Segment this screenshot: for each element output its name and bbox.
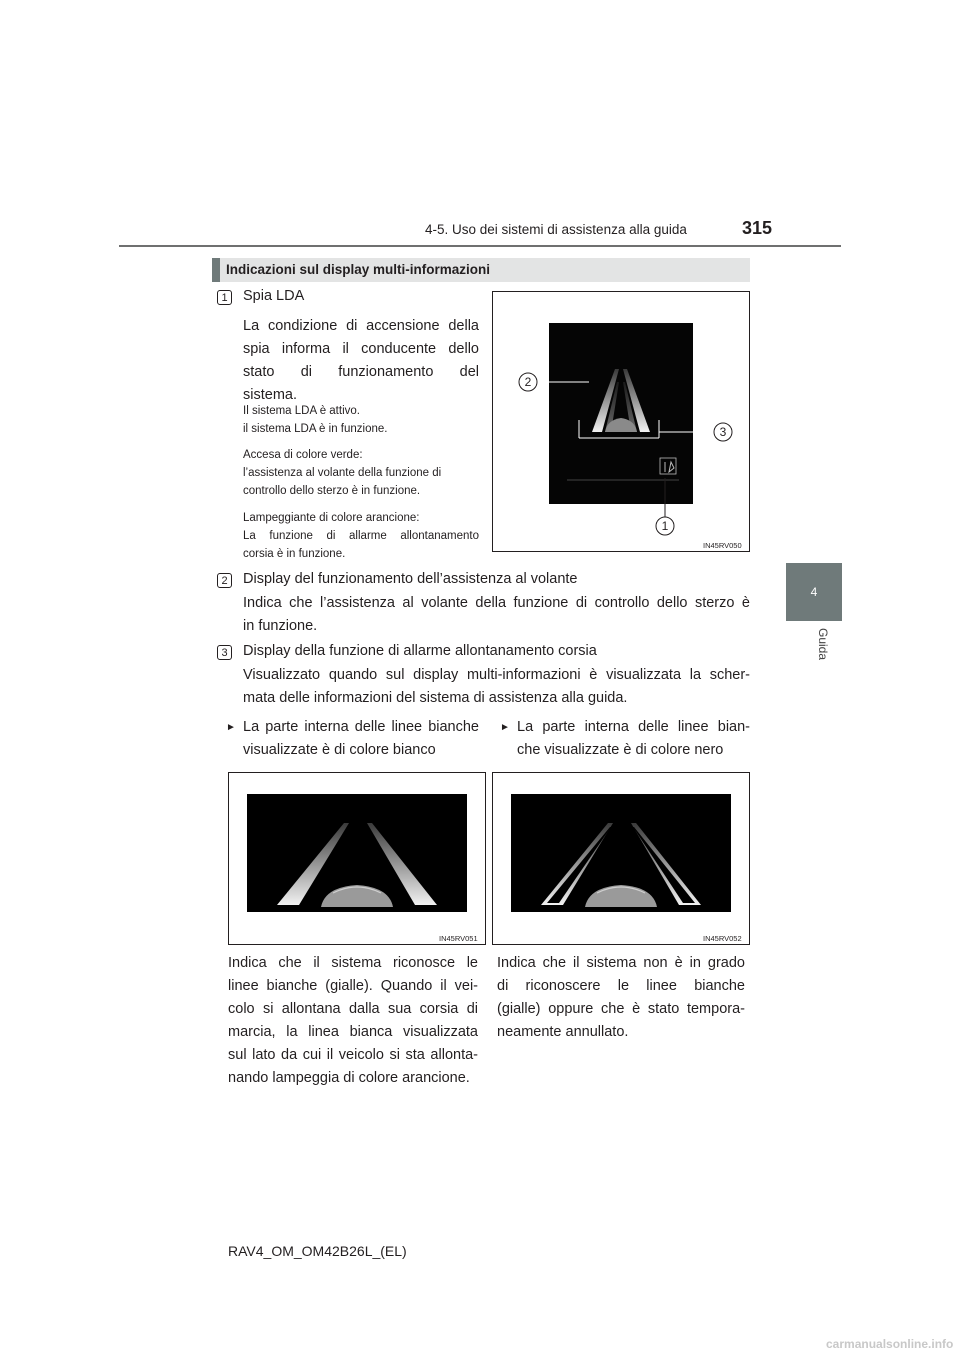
note-line: Accesa di colore verde:: [243, 449, 363, 461]
right-case-desc-line: (gialle) oppure che è stato tempora-: [497, 1001, 745, 1017]
watermark: carmanualsonline.info: [826, 1337, 954, 1351]
item2-body: [243, 592, 750, 638]
arrow-bullet-icon: ►: [500, 722, 510, 733]
section-heading-bar: [212, 258, 220, 282]
figure-code: IN45RV050: [703, 541, 742, 550]
item1-note2: [243, 446, 479, 500]
left-case-desc-line: Indica che il sistema riconosce le: [228, 955, 478, 971]
right-case-description: [497, 952, 745, 1044]
arrow-bullet-icon: ►: [226, 722, 236, 733]
item1-note3: [243, 509, 479, 563]
note-line: Lampeggiante di colore arancione:: [243, 512, 420, 524]
callout-1: 1: [661, 519, 669, 533]
item2-title: Display del funzionamento dell’assistenza al volante: [243, 571, 578, 587]
figure-code: IN45RV051: [439, 934, 478, 943]
right-case-heading: [517, 716, 750, 762]
right-case-desc-line: di riconoscere le linee bianche: [497, 978, 745, 994]
figure-lda-display: [492, 291, 750, 552]
item-number-2: 2: [217, 573, 232, 588]
item1-body: [243, 315, 479, 407]
left-case-desc-line: nando lampeggia di colore arancione.: [228, 1070, 470, 1086]
item1-body-line: stato di funzionamento del: [243, 364, 479, 380]
right-case-desc-line: neamente annullato.: [497, 1024, 629, 1040]
right-case-desc-line: Indica che il sistema non è in grado: [497, 955, 745, 971]
item1-body-line: La condizione di accensione della: [243, 318, 479, 334]
section-heading-text: Indicazioni sul display multi-informazioni: [226, 262, 491, 277]
item2-body-line: in funzione.: [243, 618, 318, 634]
callout-2: 2: [524, 375, 532, 389]
section-heading: [212, 258, 750, 282]
item-number-3: 3: [217, 645, 232, 660]
white-lines-illustration: [229, 773, 485, 944]
left-case-desc-line: linee bianche (gialle). Quando il vei-: [228, 978, 478, 994]
figure-black-lines: [492, 772, 750, 945]
item3-body: [243, 664, 750, 710]
item1-title: Spia LDA: [243, 288, 305, 304]
right-case-heading-line: La parte interna delle linee bian-: [517, 719, 750, 735]
note-line: corsia è in funzione.: [243, 548, 346, 560]
chapter-tab: [786, 563, 842, 621]
left-case-desc-line: colo si allontana dalla sua corsia di: [228, 1001, 478, 1017]
note-line: La funzione di allarme allontanamento: [243, 530, 479, 542]
note-line: il sistema LDA è in funzione.: [243, 423, 388, 435]
chapter-label: Guida: [816, 628, 830, 661]
item3-body-line: Visualizzato quando sul display multi-informazioni è visualizzata la scher-: [243, 667, 750, 683]
figure-code: IN45RV052: [703, 934, 742, 943]
figure-white-lines: [228, 772, 486, 945]
document-footer-code: RAV4_OM_OM42B26L_(EL): [228, 1243, 407, 1259]
note-line: controllo dello sterzo è in funzione.: [243, 485, 421, 497]
chapter-number: 4: [810, 585, 818, 599]
black-lines-illustration: [493, 773, 749, 944]
item1-body-line: sistema.: [243, 387, 297, 403]
lda-display-illustration: [493, 292, 749, 551]
left-case-description: [228, 952, 478, 1090]
callout-3: 3: [719, 425, 727, 439]
left-case-heading-line: La parte interna delle linee bianche: [243, 719, 479, 735]
item3-title: Display della funzione di allarme allontanamento corsia: [243, 643, 597, 659]
item-number-1: 1: [217, 290, 232, 305]
header-rule: [119, 245, 841, 247]
right-case-heading-line: che visualizzate è di colore nero: [517, 742, 724, 758]
item1-note1: [243, 402, 479, 438]
item3-body-line: mata delle informazioni del sistema di assistenza alla guida.: [243, 690, 628, 706]
running-header-section: 4-5. Uso dei sistemi di assistenza alla guida: [425, 222, 687, 237]
page-number: 315: [742, 218, 773, 238]
left-case-desc-line: sul lato da cui il veicolo si sta allonta-: [228, 1047, 478, 1063]
note-line: l’assistenza al volante della funzione di: [243, 467, 442, 479]
item2-body-line: Indica che l’assistenza al volante della funzione di controllo dello sterzo è: [243, 595, 750, 611]
left-case-desc-line: marcia, la linea bianca visualizzata: [228, 1024, 478, 1040]
left-case-heading: [243, 716, 479, 762]
item1-body-line: spia informa il conducente dello: [243, 341, 479, 357]
note-line: Il sistema LDA è attivo.: [243, 405, 360, 417]
left-case-heading-line: visualizzate è di colore bianco: [243, 742, 436, 758]
